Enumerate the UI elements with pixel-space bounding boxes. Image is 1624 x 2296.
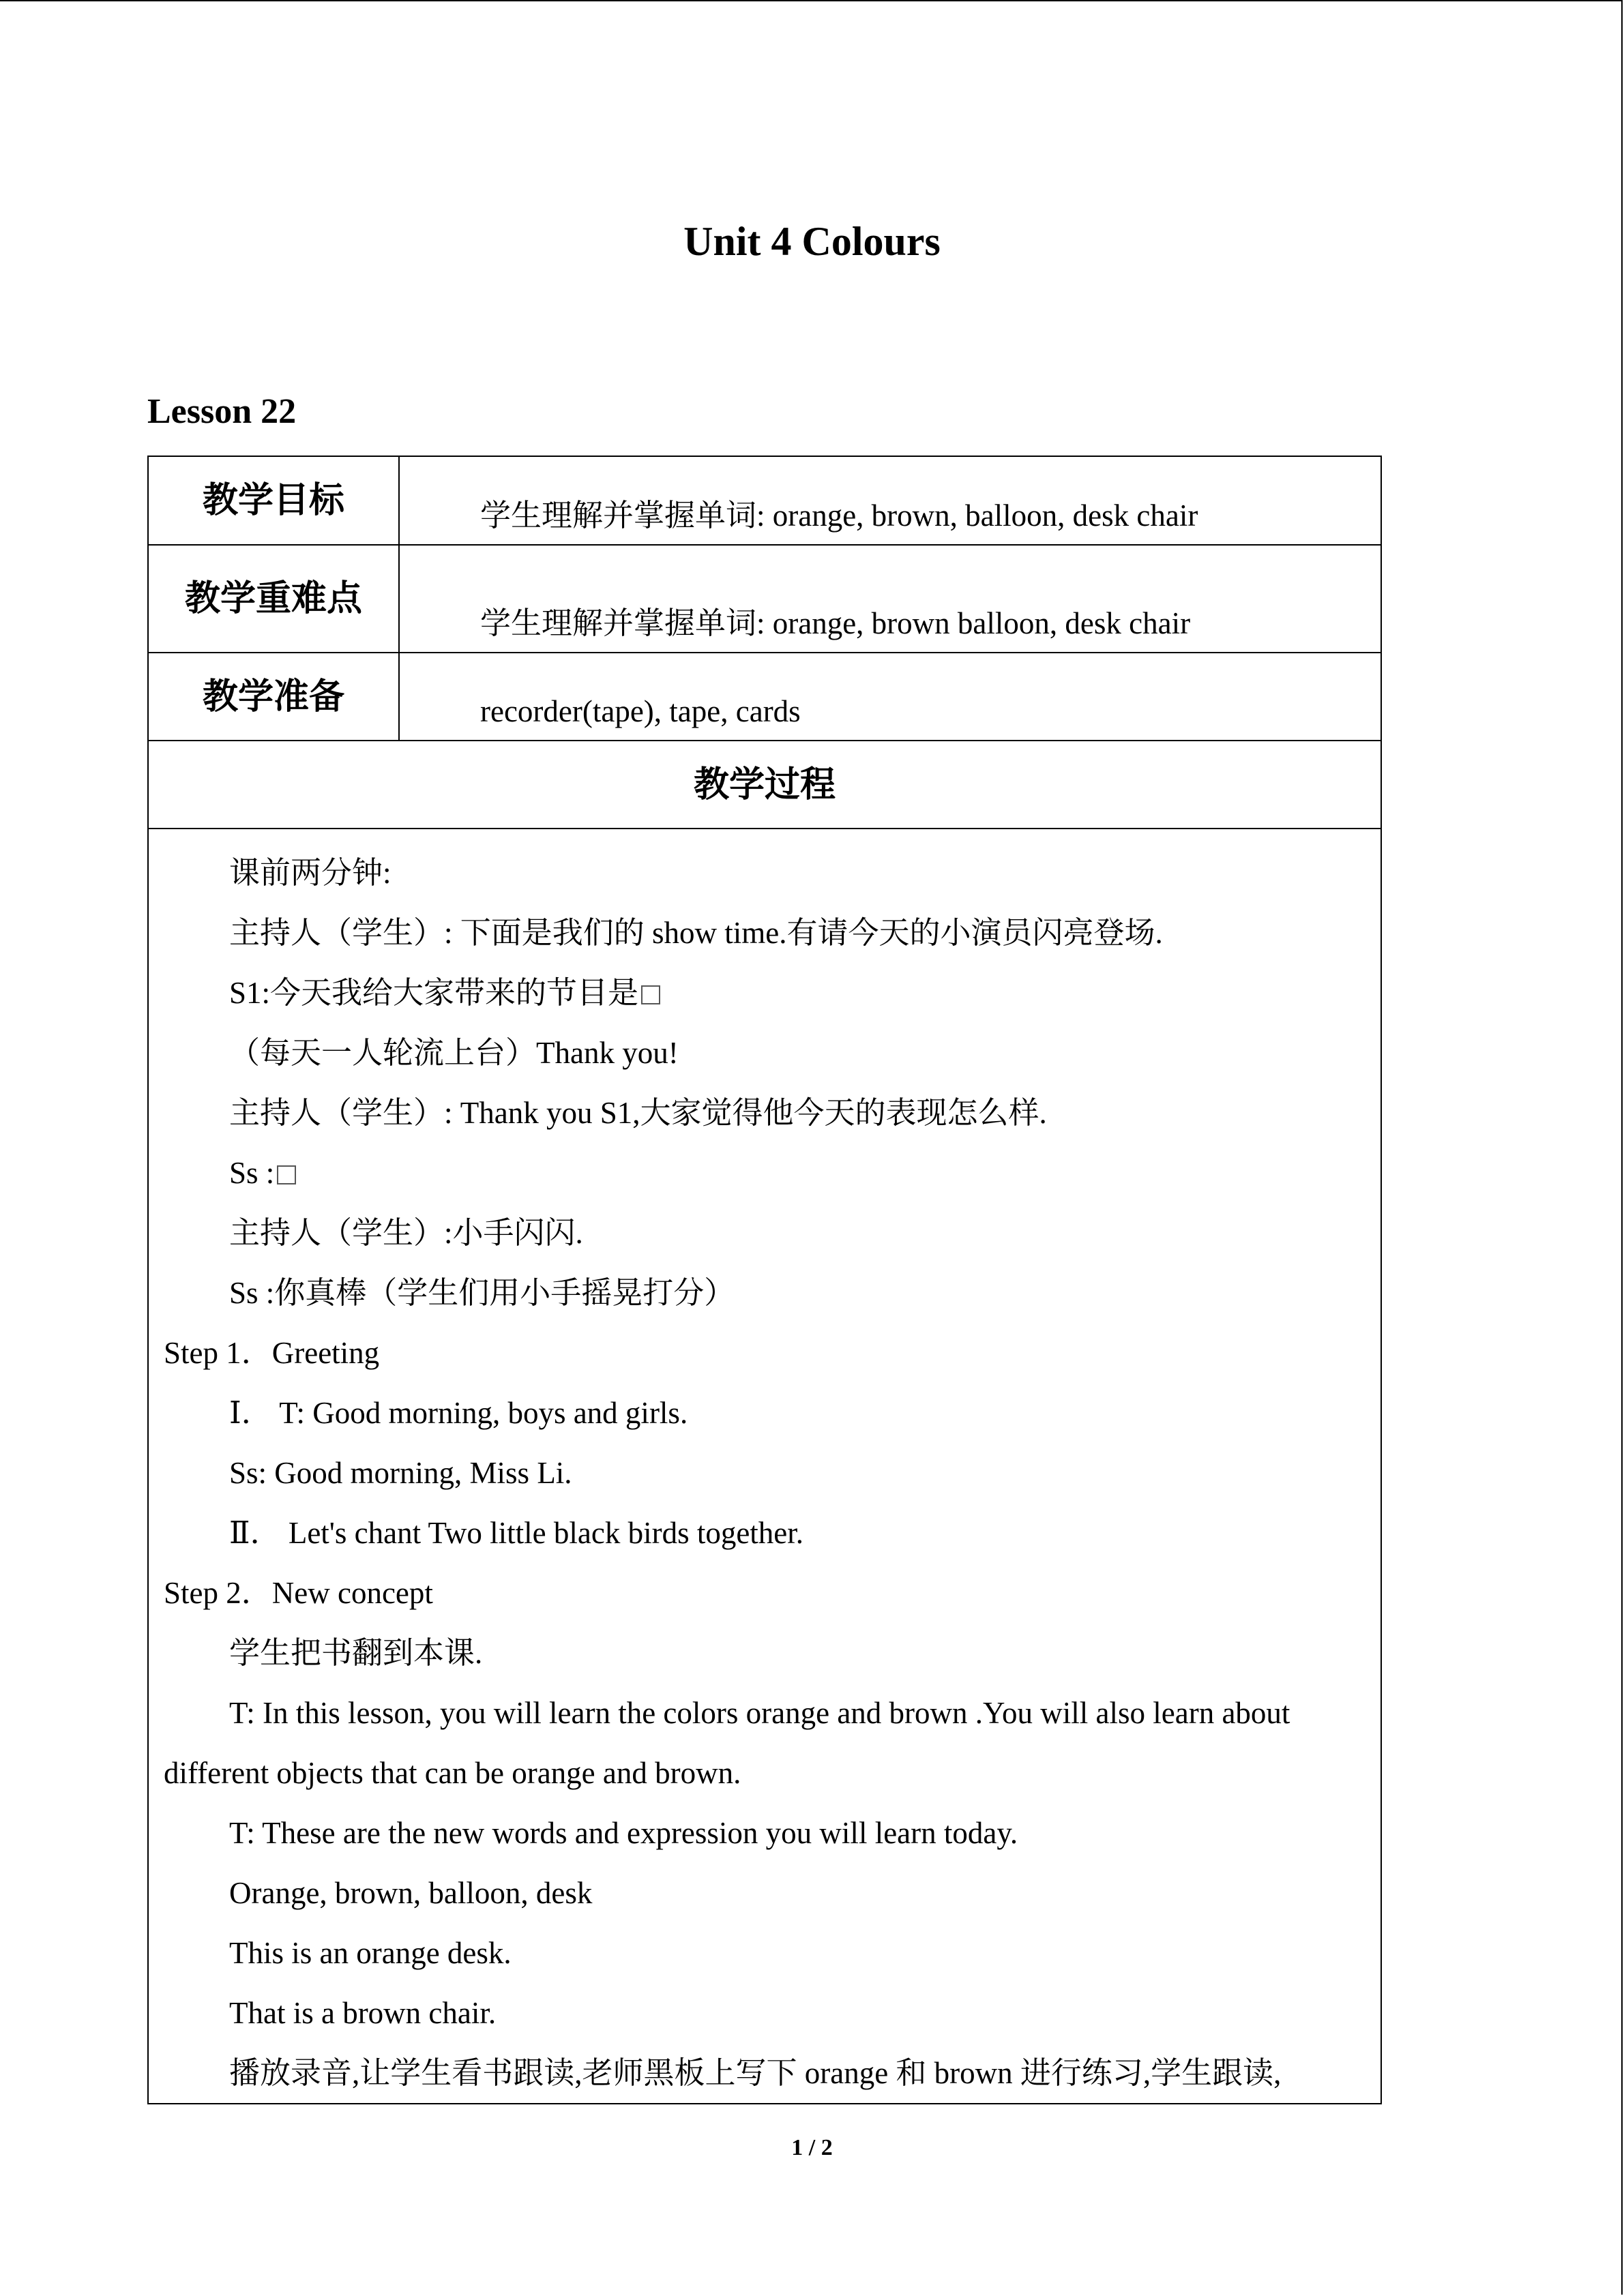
page-number: 1 / 2 — [791, 2135, 833, 2160]
process-line: T: These are the new words and expression you will learn today. — [229, 1816, 1018, 1850]
placeholder-box-icon — [641, 985, 660, 1004]
step-heading: Step 1．Greeting — [164, 1336, 380, 1370]
placeholder-box-icon — [277, 1165, 296, 1184]
objectives-text: 学生理解并掌握单词: orange, brown, balloon, desk chair — [480, 498, 1198, 533]
process-line: 播放录音,让学生看书跟读,老师黑板上写下 orange 和 brown 进行练习,学生跟读, — [229, 2056, 1282, 2090]
process-body — [148, 829, 1381, 2104]
table-row-process-header — [148, 741, 1381, 829]
table-row-process-body — [148, 829, 1381, 2104]
process-line: 学生把书翻到本课. — [229, 1636, 483, 1670]
process-header: 教学过程 — [148, 741, 1381, 829]
key-points-value — [399, 545, 1381, 653]
process-lines — [149, 829, 1381, 2103]
process-line: Ss :你真棒（学生们用小手摇晃打分） — [229, 1276, 735, 1310]
process-line: （每天一人轮流上台）Thank you! — [229, 1036, 679, 1070]
process-line-text: S1:今天我给大家带来的节目是 — [229, 976, 639, 1010]
process-line: That is a brown chair. — [229, 1996, 497, 2030]
process-line: 主持人（学生）: Thank you S1,大家觉得他今天的表现怎么样. — [229, 1096, 1047, 1130]
objectives-value — [399, 456, 1381, 545]
preparation-value — [399, 653, 1381, 741]
process-line: Ⅱ． Let's chant Two little black birds together. — [229, 1516, 804, 1550]
process-line: 主持人（学生）: 下面是我们的 show time.有请今天的小演员闪亮登场. — [229, 916, 1163, 950]
preparation-label: 教学准备 — [148, 653, 399, 741]
lesson-plan-table — [147, 456, 1382, 2104]
lesson-heading: Lesson 22 — [147, 392, 297, 431]
process-line: T: In this lesson, you will learn the colors orange and brown .You will also learn about — [229, 1696, 1290, 1730]
process-line-text: Ss : — [229, 1156, 275, 1190]
objectives-label: 教学目标 — [148, 456, 399, 545]
table-row-key-points — [148, 545, 1381, 653]
document-title: Unit 4 Colours — [683, 219, 941, 264]
process-line — [149, 1143, 1381, 1203]
table-row-preparation — [148, 653, 1381, 741]
process-line: 课前两分钟: — [229, 856, 392, 890]
key-points-label: 教学重难点 — [148, 545, 399, 653]
process-line — [149, 963, 1381, 1023]
process-line: This is an orange desk. — [229, 1936, 512, 1970]
process-line: different objects that can be orange and brown. — [164, 1756, 741, 1790]
process-line: Orange, brown, balloon, desk — [229, 1876, 593, 1910]
process-line: 主持人（学生）:小手闪闪. — [229, 1216, 583, 1250]
process-line: Ⅰ． T: Good morning, boys and girls. — [229, 1396, 688, 1430]
preparation-text: recorder(tape), tape, cards — [480, 694, 801, 728]
process-line: Ss: Good morning, Miss Li. — [229, 1456, 572, 1490]
step-heading: Step 2．New concept — [164, 1576, 433, 1610]
table-row-objectives — [148, 456, 1381, 545]
key-points-text: 学生理解并掌握单词: orange, brown balloon, desk chair — [480, 606, 1191, 640]
